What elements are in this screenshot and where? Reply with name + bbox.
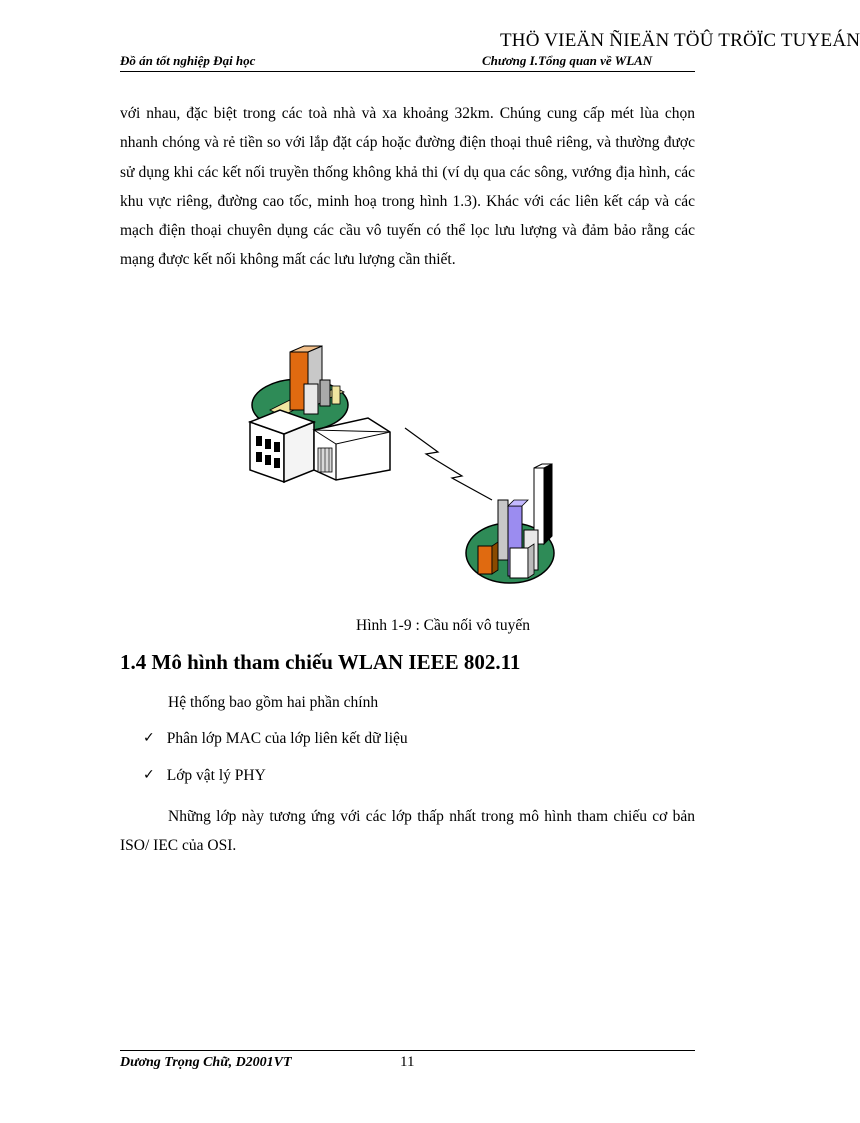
check-icon: ✓ [143,767,155,783]
bullet-text: Phân lớp MAC của lớp liên kết dữ liệu [166,730,408,747]
section-title: 1.4 Mô hình tham chiếu WLAN IEEE 802.11 [120,650,521,674]
page-number: 11 [400,1054,415,1070]
bullet-item [143,730,408,748]
intro-text: Hệ thống bao gồm hai phần chính [168,694,379,711]
footer-rule [120,1050,695,1051]
body-paragraph-2: Những lớp này tương ứng với các lớp thấp nhất trong mô hình tham chiếu cơ bản ISO/ IEC của OSI. [120,808,695,855]
body-paragraph-1: với nhau, đặc biệt trong các toà nhà và xa khoảng 32km. Chúng cung cấp mét lùa chọn nhanh chóng và rẻ tiền so với lắp đặt cáp hoặc đường điện thoại thuê riêng, và thường được sử dụng khi các kết nối truyền thống không khả thi (ví dụ qua các sông, vướng địa hình, các khu vực riêng, đường cao tốc, minh hoạ trong hình 1.3). Khác với các liên kết cáp và các mạch điện thoại chuyên dụng các cầu vô tuyến có thể lọc lưu lượng và đảm bảo rằng các mạng được kết nối không mất các lưu lượng cần thiết. [120,105,695,269]
header-left: Đồ án tốt nghiệp Đại học [120,53,256,68]
header-rule [120,71,695,72]
figure-caption: Hình 1-9 : Cầu nối vô tuyến [356,617,530,634]
check-icon: ✓ [143,730,155,746]
footer-author: Dương Trọng Chữ, D2001VT [120,1055,292,1070]
bullet-item [143,767,266,785]
radio-link-icon [405,428,492,500]
bullet-text: Lớp vật lý PHY [166,767,266,784]
wireless-bridge-figure [240,340,580,600]
header-right: Chương I.Tổng quan về WLAN [482,53,653,68]
watermark-text: THÖ VIEÄN ÑIEÄN TÖÛ TRÖÏC TUYEÁN [500,30,860,51]
